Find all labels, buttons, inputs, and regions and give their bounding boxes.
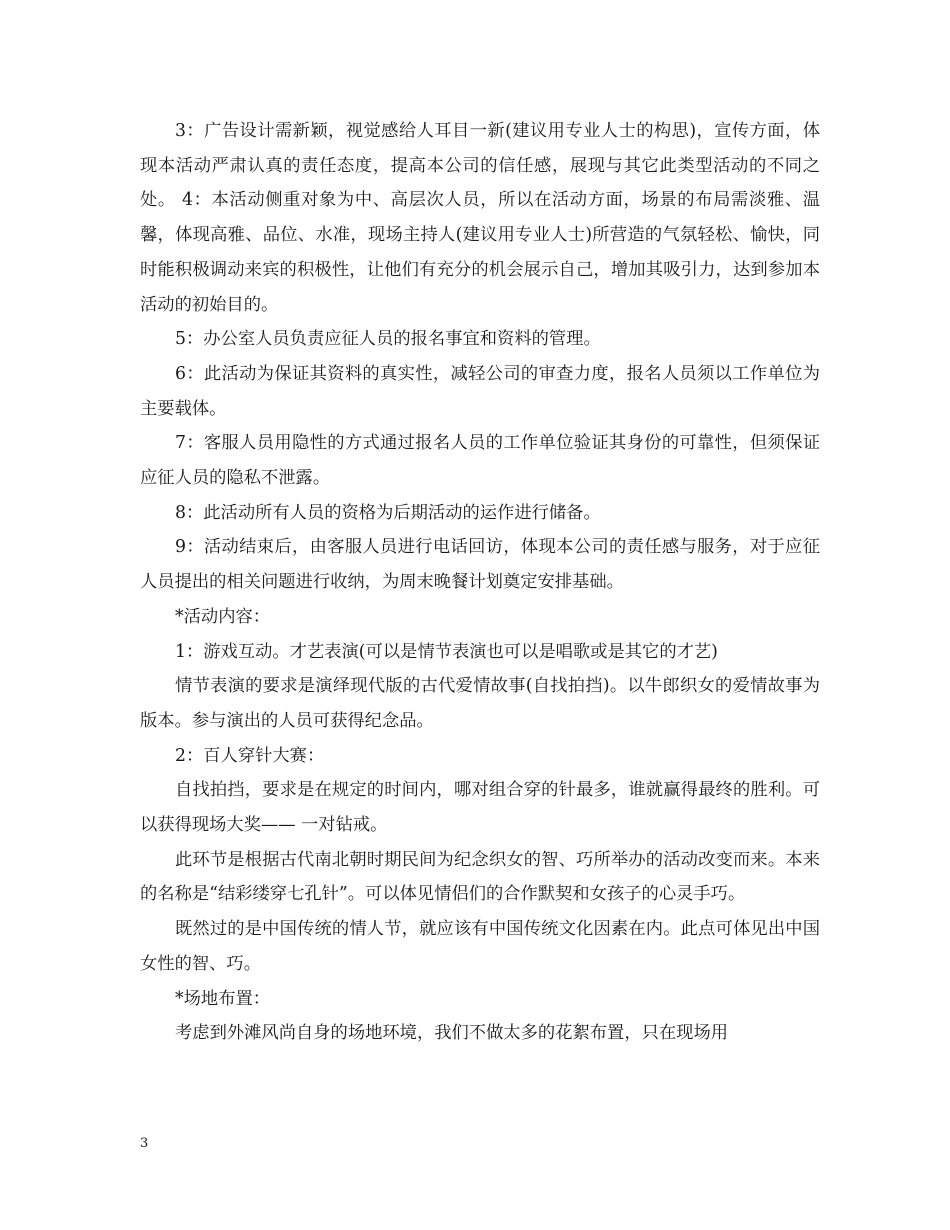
paragraph-8: 情节表演的要求是演绎现代版的古代爱情故事(自找拍挡)。以牛郎织女的爱情故事为版本。参与演出的人员可获得纪念品。 — [140, 676, 820, 731]
paragraph-9: 2：百人穿针大赛： — [175, 745, 325, 766]
section-heading-venue-layout: *场地布置： — [175, 988, 271, 1009]
paragraph-4: 7：客服人员用隐性的方式通过报名人员的工作单位验证其身份的可靠性，但须保证应征人员的隐私不泄露。 — [140, 433, 820, 489]
paragraph-5: 8：此活动所有人员的资格为后期活动的运作进行储备。 — [175, 502, 601, 523]
paragraph-12: 既然过的是中国传统的情人节，就应该有中国传统文化因素在内。此点可体见出中国女性的智、巧。 — [140, 919, 820, 974]
paragraph-10: 自找拍挡，要求是在规定的时间内，哪对组合穿的针最多，谁就赢得最终的胜利。可以获得现场大奖—— 一对钻戒。 — [140, 780, 820, 836]
paragraph-13: 考虑到外滩风尚自身的场地环境，我们不做太多的花絮布置，只在现场用 — [175, 1023, 729, 1044]
paragraph-11: 此环节是根据古代南北朝时期民间为纪念织女的智、巧所举办的活动改变而来。本来的名称是“结彩缕穿七孔针”。可以体见情侣们的合作默契和女孩子的心灵手巧。 — [140, 849, 820, 905]
paragraph-3: 6：此活动为保证其资料的真实性，减轻公司的审查力度，报名人员须以工作单位为主要载体。 — [140, 363, 820, 419]
paragraph-7: 1：游戏互动。才艺表演(可以是情节表演也可以是唱歌或是其它的才艺) — [175, 641, 718, 662]
section-heading-activity-content: *活动内容： — [175, 606, 271, 627]
paragraph-2: 5：办公室人员负责应征人员的报名事宜和资料的管理。 — [175, 329, 601, 350]
paragraph-6: 9：活动结束后，由客服人员进行电话回访，体现本公司的责任感与服务，对于应征人员提出的相关问题进行收纳，为周末晚餐计划奠定安排基础。 — [140, 537, 820, 593]
paragraph-1: 3：广告设计需新颖，视觉感给人耳目一新(建议用专业人士的构思)，宣传方面，体现本活动严肃认真的责任态度，提高本公司的信任感，展现与其它此类型活动的不同之处。 4：本活动侧重对象为中、高层次人员，所以在活动方面，场景的布局需淡雅、温馨，体现高雅、品位、水准，现场主持人(建议用专业人士)所营造的气氛轻松、愉快，同时能积极调动来宾的积极性，让他们有充分的机会展示自己，增加其吸引力，达到参加本活动的初始目的。 — [140, 121, 820, 315]
document-body — [140, 114, 820, 1051]
page-number: 3 — [140, 1136, 149, 1151]
